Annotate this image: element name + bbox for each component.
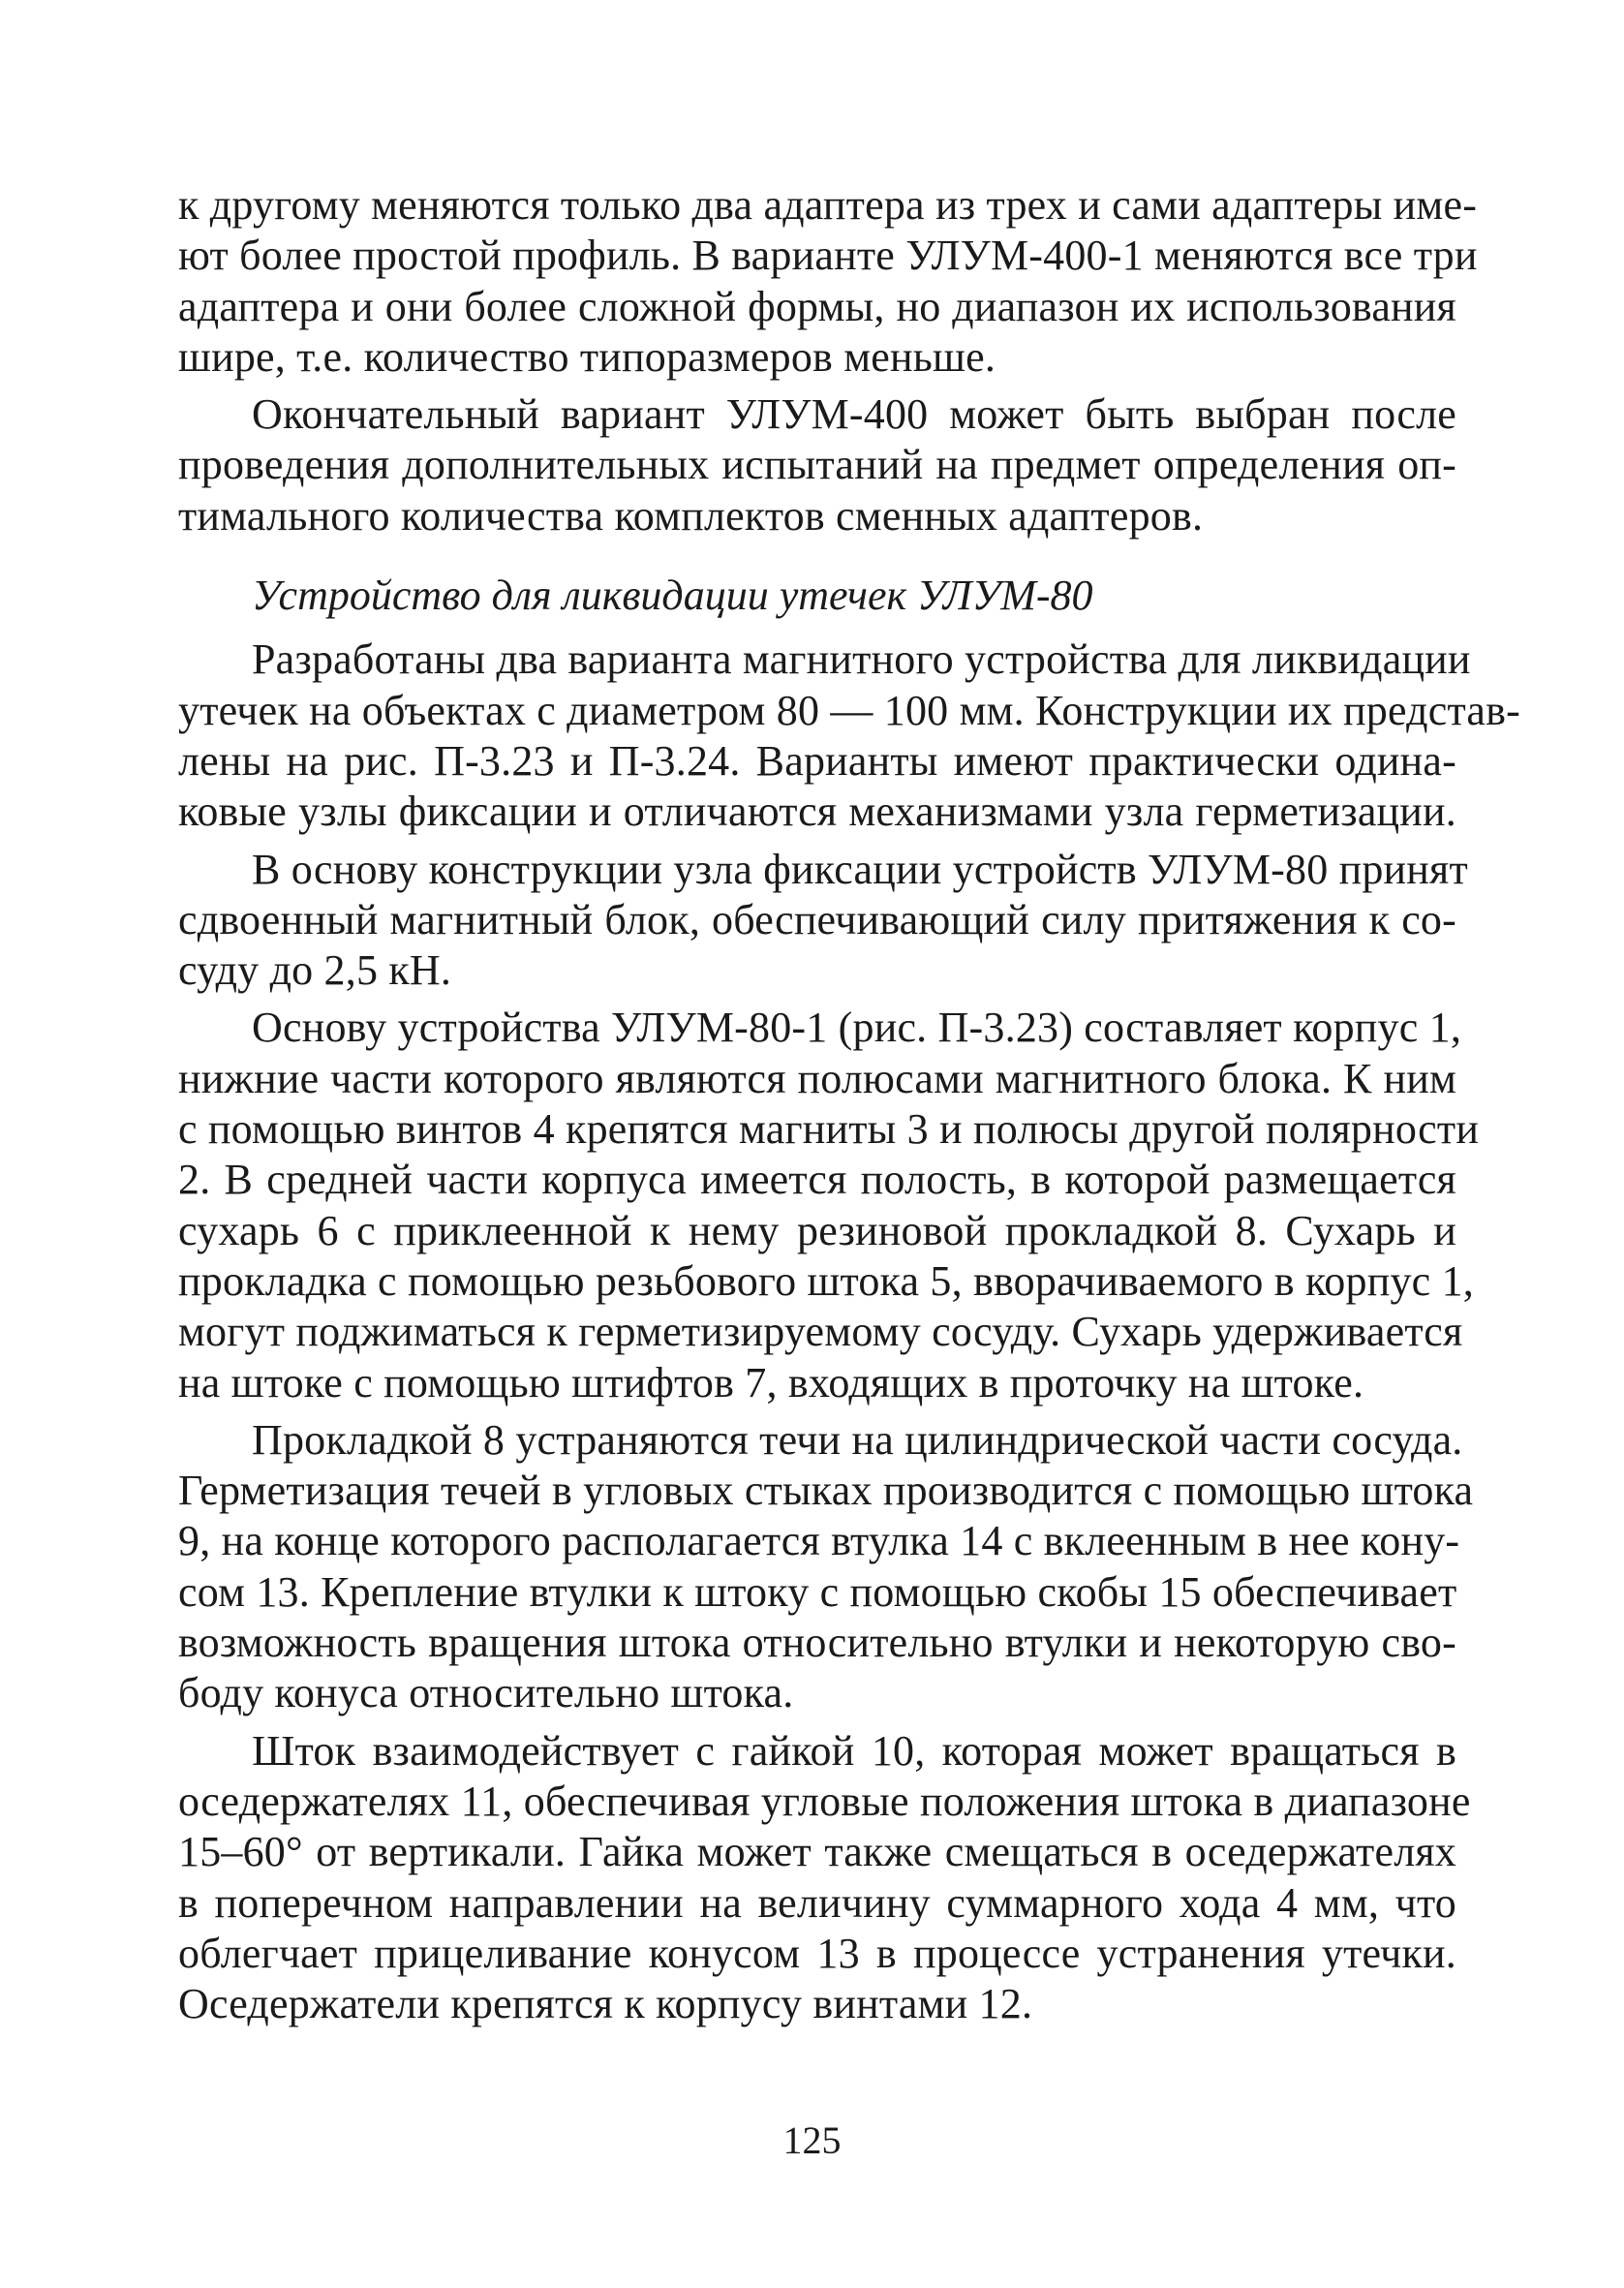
paragraph: [178, 389, 1456, 541]
paragraph: [178, 1003, 1480, 1407]
text-line: с помощью винтов 4 крепятся магниты 3 и полюсы другой полярности: [178, 1105, 1480, 1154]
text-line: к другому меняются только два адаптера из трех и сами адаптеры име-: [178, 181, 1478, 229]
text-line: суду до 2,5 кН.: [178, 946, 452, 995]
text-line: оседержателях 11, обеспечивая угловые положения штока в диапазоне: [178, 1777, 1471, 1825]
text-line: ковые узлы фиксации и отличаются механизмами узла герметизации.: [178, 788, 1456, 836]
text-line: Герметизация течей в угловых стыках производится с помощью штока: [178, 1467, 1474, 1515]
paragraph: [178, 1726, 1471, 2030]
text-line: адаптера и они более сложной формы, но диапазон их использования: [178, 282, 1456, 330]
text-line: Основу устройства УЛУМ-80-1 (рис. П-3.23) составляет корпус 1,: [252, 1004, 1462, 1052]
text-line: нижние части которого являются полюсами магнитного блока. К ним: [178, 1054, 1456, 1102]
text-line: ют более простой профиль. В варианте УЛУМ-400-1 меняются все три: [178, 232, 1478, 280]
text-line: Окончательный вариант УЛУМ-400 может быть выбран после: [252, 390, 1456, 439]
paragraph-continuation: [178, 180, 1478, 383]
text-line: на штоке с помощью штифтов 7, входящих в проточку на штоке.: [178, 1358, 1364, 1407]
text-line: лены на рис. П-3.23 и П-3.24. Варианты имеют практически одина-: [178, 736, 1456, 785]
text-line: проведения дополнительных испытаний на предмет определения оп-: [178, 441, 1456, 489]
text-line: сдвоенный магнитный блок, обеспечивающий силу притяжения к со-: [178, 895, 1456, 943]
text-line: прокладка с помощью резьбового штока 5, вворачиваемого в корпус 1,: [178, 1256, 1474, 1305]
text-line: боду конуса относительно штока.: [178, 1669, 794, 1717]
text-line: утечек на объектах с диаметром 80 — 100 мм. Конструкции их представ-: [178, 686, 1520, 734]
page-body: [178, 180, 1520, 2036]
text-line: Шток взаимодействует с гайкой 10, которая может вращаться в: [252, 1726, 1456, 1775]
text-line: 15–60° от вертикали. Гайка может также смещаться в оседержателях: [178, 1828, 1456, 1876]
text-line: могут поджиматься к герметизируемому сосуду. Сухарь удерживается: [178, 1308, 1463, 1356]
text-line: шире, т.е. количество типоразмеров меньше.: [178, 332, 996, 381]
text-line: Разработаны два варианта магнитного устройства для ликвидации: [252, 635, 1471, 684]
text-line: Оседержатели крепятся к корпусу винтами 12.: [178, 1980, 1033, 2028]
paragraph: [178, 634, 1520, 837]
text-line: сом 13. Крепление втулки к штоку с помощью скобы 15 обеспечивает: [178, 1567, 1457, 1616]
text-line: 9, на конце которого располагается втулка 14 с вклеенным в нее кону-: [178, 1517, 1460, 1565]
text-line: Прокладкой 8 устраняются течи на цилиндрической части сосуда.: [252, 1415, 1463, 1464]
paragraph: [178, 1415, 1474, 1719]
page-number: 125: [782, 2118, 842, 2162]
text-line: сухарь 6 с приклеенной к нему резиновой прокладкой 8. Сухарь и: [178, 1206, 1456, 1254]
text-line: возможность вращения штока относительно втулки и некоторую сво-: [178, 1619, 1456, 1667]
text-line: в поперечном направлении на величину суммарного хода 4 мм, что: [178, 1878, 1456, 1927]
section-heading: Устройство для ликвидации утечек УЛУМ-80: [252, 572, 1093, 620]
paragraph: [178, 845, 1468, 997]
text-line: В основу конструкции узла фиксации устройств УЛУМ-80 принят: [252, 845, 1468, 893]
text-line: тимального количества комплектов сменных адаптеров.: [178, 491, 1204, 540]
text-line: облегчает прицеливание конусом 13 в процессе устранения утечки.: [178, 1929, 1456, 1977]
text-line: 2. В средней части корпуса имеется полость, в которой размещается: [178, 1156, 1456, 1204]
